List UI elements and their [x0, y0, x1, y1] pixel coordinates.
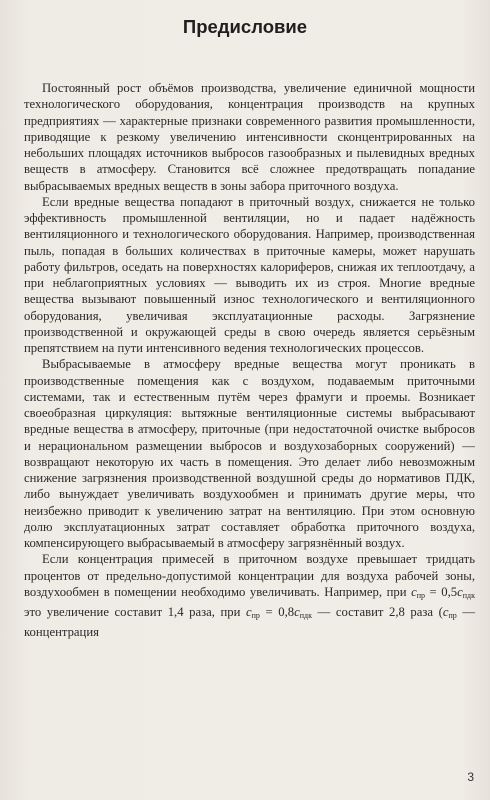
paragraph-4-text-c: — составит 2,8 раза ( [311, 605, 443, 619]
formula-subscript-pr: пр [251, 611, 260, 620]
page-title: Предисловие [182, 16, 308, 37]
paragraph-3: Выбрасываемые в атмосферу вредные вещества могут проникать в производственные помещения как с воздухом, подаваемым приточными системами, так и естественным путём через фрамуги и проемы. Возникает своеобразная циркуляция: вытяжные вентиляционные системы выбрасывают вредные вещества в атмосферу, приточные (при недостаточной очистке выбросов и нерациональном размещении выбросов и воздухозаборных сооружений) — возвращают некоторую их часть в помещения. Это делает либо невозможным снижение загрязнения производственной воздушной среды до нормативов ПДК, либо вынуждает увеличивать воздухообмен и принимать другие меры, что неизбежно приводит к увеличению затрат на вентиляцию. При этом основную долю эксплуатационных затрат составляет обработка приточного воздуха, компенсирующего выбрасываемый в атмосферу загрязнённый воздух. [24, 357, 475, 550]
formula-c-var: c [457, 584, 463, 599]
paragraph-1: Постоянный рост объёмов производства, увеличение единичной мощности технологического оборудования, концентрация производств на крупных предприятиях — характерные признаки современного развития промышленности, приводящие к резкому увеличению интенсивности сконцентрированных на небольших площадях источников выбросов газообразных и пылевидных вредных веществ в атмосферу. Становится всё сложнее предотвращать попадание выбрасываемых вредных веществ в зоны забора приточного воздуха. [24, 81, 475, 193]
page-number: 3 [467, 770, 474, 784]
paragraph-4 [24, 551, 475, 640]
body-text [24, 80, 475, 641]
formula-c-var: c [411, 584, 417, 599]
formula-c-var: c [294, 605, 300, 619]
paragraph-4-text-a: Если концентрация примесей в приточном воздухе превышает тридцать процентов от предельно-допустимой концентрации для воздуха рабочей зоны, воздухообмен в помещении необходимо увеличивать. Например, при [24, 552, 475, 599]
formula-subscript-pdk: пдк [299, 611, 312, 620]
formula-c-var: c [246, 605, 252, 619]
formula-eq-1: = 0,5 [424, 584, 458, 599]
paragraph-2: Если вредные вещества попадают в приточный воздух, снижается не только эффективность промышленной вентиляции, но и падает надёжность вентиляционного и технологического оборудования. Например, производственная пыль, попадая в больших количествах в приточные камеры, может нарушать работу фильтров, оседать на поверхностях калориферов, снижая их теплоотдачу, а при неблагоприятных условиях — выводить их из строя. Многие вредные вещества вызывают повышенный износ технологического и вентиляционного оборудования, увеличивая эксплуатационные расходы. Загрязнение производственной и окружающей среды в свою очередь является серьёзным препятствием на пути интенсивного ведения технологических процессов. [24, 194, 475, 355]
paragraph-4-text-d: — концентрация [24, 605, 476, 640]
formula-subscript-pr: пр [416, 590, 425, 600]
formula-eq-2: = 0,8 [259, 605, 295, 619]
formula-c-var: c [442, 605, 449, 619]
formula-subscript-pr: пр [448, 611, 457, 620]
paragraph-4-text-b: это увеличение составит 1,4 раза, при [24, 605, 246, 619]
formula-subscript-pdk: пдк [462, 590, 476, 600]
